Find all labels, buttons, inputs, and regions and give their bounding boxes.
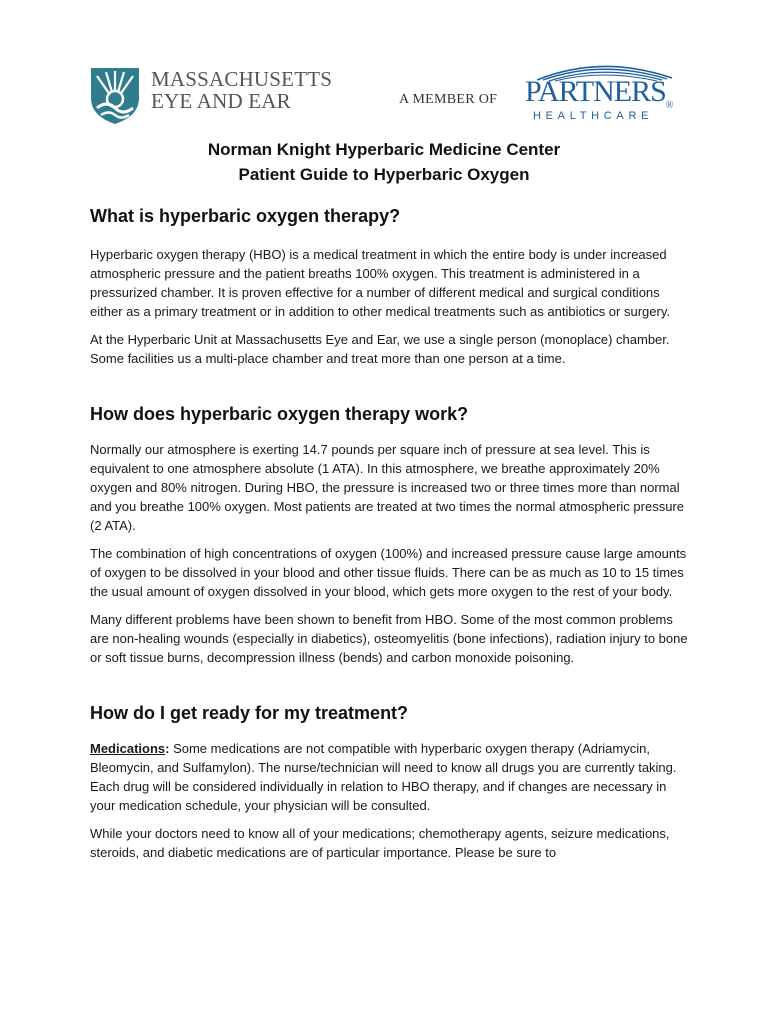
medications-text: Some medications are not compatible with hyperbaric oxygen therapy (Adriamycin, Bleomycin, and Sulfamylon). The nurse/technician will need to know all drugs you are currently taking. Each drug will be considered individually in relation to HBO therapy, and if changes are necessary in your medication schedule, your physician will be consulted.	[90, 741, 677, 813]
partners-wordmark	[525, 75, 674, 111]
registered-mark: ®	[665, 100, 674, 111]
partners-healthcare-logo	[513, 60, 683, 126]
partners-subtitle: HEALTHCARE	[533, 110, 654, 122]
document-body	[90, 200, 690, 862]
document-title: Norman Knight Hyperbaric Medicine Center	[207, 140, 561, 159]
paragraph: While your doctors need to know all of your medications; chemotherapy agents, seizure medications, steroids, and diabetic medications are of particular importance. Please be sure to	[90, 826, 670, 860]
partners-name: PARTNERS	[525, 75, 666, 108]
section-heading-how-hbo-works: How does hyperbaric oxygen therapy work?	[90, 404, 469, 424]
document-subtitle: Patient Guide to Hyperbaric Oxygen	[238, 165, 530, 184]
org-name-line1: MASSACHUSETTS	[151, 67, 333, 91]
paragraph: The combination of high concentrations of oxygen (100%) and increased pressure cause large amounts of oxygen to be dissolved in your blood and other tissue fluids. There can be as much as 10 to 15 times the usual amount of oxygen dissolved in your blood, which gets more oxygen to the rest of your body.	[90, 546, 687, 599]
medications-paragraph	[90, 739, 690, 815]
document-title-block	[0, 137, 768, 187]
member-of-text: A MEMBER OF	[399, 92, 498, 107]
section-heading-get-ready: How do I get ready for my treatment?	[90, 703, 409, 723]
paragraph: Many different problems have been shown to benefit from HBO. Some of the most common problems are non-healing wounds (especially in diabetics), osteomyelitis (bone infections), radiation injury to bone or soft tissue burns, decompression illness (bends) and carbon monoxide poisoning.	[90, 612, 688, 665]
mass-eye-ear-logo-icon	[89, 66, 141, 126]
section-heading-what-is-hbo: What is hyperbaric oxygen therapy?	[90, 206, 401, 226]
paragraph: At the Hyperbaric Unit at Massachusetts Eye and Ear, we use a single person (monoplace) chamber. Some facilities us a multi-place chamber and treat more than one person at a time.	[90, 332, 670, 366]
document-header	[0, 0, 768, 135]
medications-label: Medications	[90, 741, 166, 756]
paragraph: Hyperbaric oxygen therapy (HBO) is a medical treatment in which the entire body is under increased atmospheric pressure and the patient breaths 100% oxygen. This treatment is administered in a pressurized chamber. It is proven effective for a number of different medical and surgical conditions either as a primary treatment or in addition to other medical treatments such as antibiotics or surgery.	[90, 247, 670, 319]
org-name-line2: EYE AND EAR	[151, 89, 291, 113]
paragraph: Normally our atmosphere is exerting 14.7 pounds per square inch of pressure at sea level. This is equivalent to one atmosphere absolute (1 ATA). In this atmosphere, we breathe approximately 20% oxygen and 80% nitrogen. During HBO, the pressure is increased two or three times more than normal and you breathe 100% oxygen. Most patients are treated at two times the normal atmospheric pressure (2 ATA).	[90, 442, 684, 533]
mass-eye-ear-wordmark	[151, 68, 332, 112]
medications-colon: :	[165, 741, 170, 756]
